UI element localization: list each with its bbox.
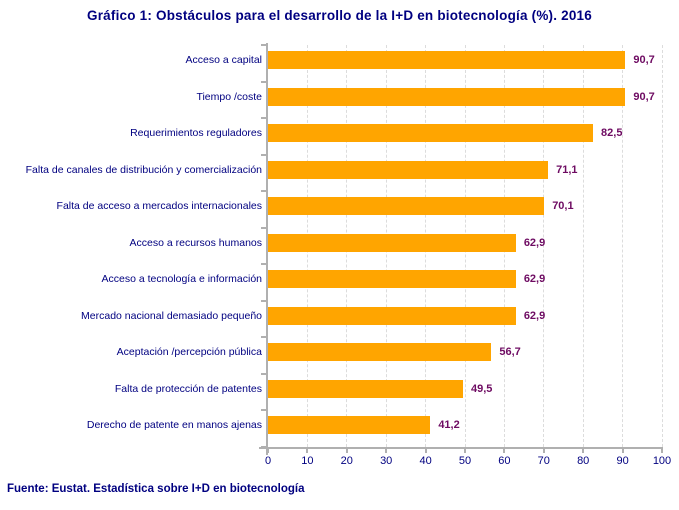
bar — [268, 161, 548, 179]
y-axis-tick — [261, 446, 266, 448]
value-label: 62,9 — [523, 236, 546, 249]
x-axis-tick-label: 10 — [301, 455, 314, 467]
x-axis-tick-label: 30 — [380, 455, 393, 467]
value-label: 90,7 — [633, 90, 655, 103]
x-axis-tick — [425, 449, 427, 453]
x-axis-tick — [267, 449, 269, 453]
x-axis-tick — [306, 449, 308, 453]
value-label: 90,7 — [633, 54, 655, 66]
y-axis-tick — [261, 336, 266, 338]
y-axis-tick — [261, 190, 266, 192]
y-axis-tick — [261, 154, 266, 156]
category-label: Acceso a capital — [185, 54, 262, 66]
x-axis-tick-label: 90 — [616, 455, 629, 467]
chart-title: Gráfico 1: Obstáculos para el desarrollo de la I+D en biotecnología (%). 2016 — [87, 8, 592, 23]
y-axis-tick — [261, 373, 266, 375]
bar — [268, 416, 430, 434]
bar — [268, 88, 625, 106]
source-note: Fuente: Eustat. Estadística sobre I+D en biotecnología — [7, 483, 305, 495]
y-axis-tick — [261, 227, 266, 229]
x-axis-tick-label: 80 — [577, 455, 590, 467]
y-axis-tick — [261, 263, 266, 265]
category-label: Acceso a recursos humanos — [129, 236, 262, 249]
bar — [268, 51, 625, 69]
bar — [268, 124, 593, 142]
x-axis-tick — [661, 449, 663, 453]
category-label: Falta de canales de distribución y comercialización — [25, 163, 262, 176]
x-axis-tick — [503, 449, 505, 453]
gridline — [662, 45, 663, 447]
y-axis-tick — [261, 117, 266, 119]
y-axis-tick — [261, 300, 266, 302]
bar — [268, 234, 516, 252]
x-axis-line — [259, 447, 663, 449]
value-label: 41,2 — [438, 419, 460, 432]
category-label: Requerimientos reguladores — [130, 127, 262, 140]
value-label: 82,5 — [601, 127, 623, 140]
x-axis-tick — [582, 449, 584, 453]
x-axis-tick-label: 70 — [537, 455, 550, 467]
category-label: Falta de protección de patentes — [114, 382, 262, 395]
x-axis-tick — [385, 449, 387, 453]
x-axis-tick-label: 40 — [419, 455, 432, 467]
value-label: 49,5 — [471, 382, 493, 395]
x-axis-tick-label: 100 — [652, 455, 672, 467]
value-label: 62,9 — [523, 309, 546, 322]
value-label: 70,1 — [552, 200, 574, 213]
category-label: Derecho de patente en manos ajenas — [86, 419, 262, 432]
x-axis-tick — [543, 449, 545, 453]
x-axis-tick — [464, 449, 466, 453]
value-label: 71,1 — [556, 163, 578, 176]
category-label: Falta de acceso a mercados internacionales — [56, 200, 262, 213]
bar — [268, 343, 491, 361]
category-label: Aceptación /percepción pública — [116, 346, 262, 359]
x-axis-tick — [622, 449, 624, 453]
x-axis-tick — [346, 449, 348, 453]
y-axis-tick — [261, 81, 266, 83]
bar — [268, 270, 516, 288]
x-axis-tick-label: 60 — [498, 455, 511, 467]
x-axis-tick-label: 50 — [458, 455, 472, 467]
value-label: 62,9 — [523, 273, 546, 286]
bar — [268, 197, 544, 215]
category-label: Acceso a tecnología e información — [101, 273, 262, 286]
x-axis-tick-label: 20 — [340, 455, 353, 467]
category-label: Tiempo /coste — [196, 90, 262, 103]
bar — [268, 380, 463, 398]
y-axis-tick — [261, 409, 266, 411]
bar — [268, 307, 516, 325]
y-axis-tick — [261, 44, 266, 46]
category-label: Mercado nacional demasiado pequeño — [81, 309, 262, 322]
x-axis-tick-label: 0 — [264, 455, 272, 467]
value-label: 56,7 — [499, 346, 521, 359]
